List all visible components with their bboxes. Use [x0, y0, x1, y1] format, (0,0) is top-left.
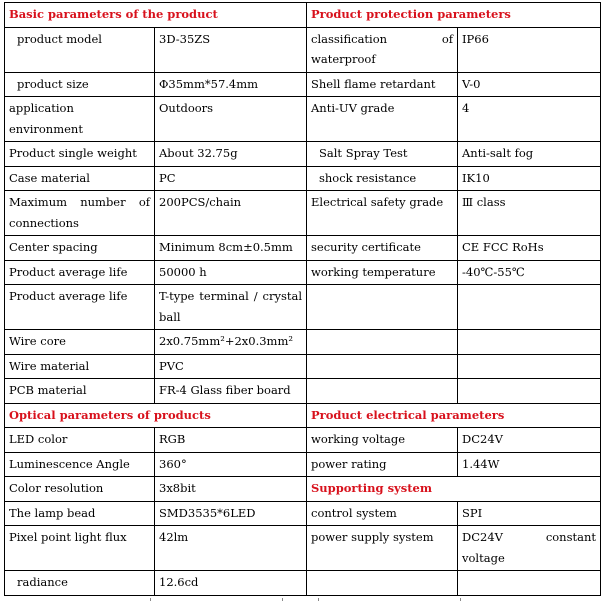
- spec-table: [4, 2, 601, 596]
- param-label: working temperature: [307, 260, 458, 285]
- header-basic: Basic parameters of the product: [5, 3, 307, 28]
- param-value: 3x8bit: [155, 477, 307, 502]
- param-value: 1.44W: [458, 452, 601, 477]
- param-value: DC24V constant voltage: [458, 526, 601, 571]
- table-row: [5, 526, 601, 571]
- param-value: RGB: [155, 428, 307, 453]
- param-value: IK10: [458, 166, 601, 191]
- param-value: About 32.75g: [155, 142, 307, 167]
- param-value: Outdoors: [155, 97, 307, 142]
- param-label: product size: [5, 72, 155, 97]
- param-label: control system: [307, 501, 458, 526]
- param-label: radiance: [5, 571, 155, 596]
- param-value: Ⅲ class: [458, 191, 601, 236]
- param-label: Center spacing: [5, 236, 155, 261]
- edge-mark: [460, 598, 461, 601]
- table-row: [5, 477, 601, 502]
- param-label: The lamp bead: [5, 501, 155, 526]
- param-label: power supply system: [307, 526, 458, 571]
- param-value: DC24V: [458, 428, 601, 453]
- table-row: [5, 166, 601, 191]
- param-value: 50000 h: [155, 260, 307, 285]
- param-value: CE FCC RoHs: [458, 236, 601, 261]
- empty-cell: [458, 354, 601, 379]
- empty-cell: [307, 571, 458, 596]
- param-label: Electrical safety grade: [307, 191, 458, 236]
- table-row: [5, 452, 601, 477]
- param-value: -40℃-55℃: [458, 260, 601, 285]
- param-label: Salt Spray Test: [307, 142, 458, 167]
- param-value: PC: [155, 166, 307, 191]
- header-optical: Optical parameters of products: [5, 403, 307, 428]
- param-value: IP66: [458, 27, 601, 72]
- table-row: [5, 379, 601, 404]
- edge-mark: [282, 598, 283, 601]
- param-value: 3D-35ZS: [155, 27, 307, 72]
- table-row: [5, 501, 601, 526]
- empty-cell: [307, 354, 458, 379]
- param-label: Anti-UV grade: [307, 97, 458, 142]
- param-label: LED color: [5, 428, 155, 453]
- param-value: 42lm: [155, 526, 307, 571]
- param-label: Product average life: [5, 260, 155, 285]
- param-label: Luminescence Angle: [5, 452, 155, 477]
- param-label: Pixel point light flux: [5, 526, 155, 571]
- page-edge-marks: [0, 598, 603, 602]
- param-label: classification of waterproof: [307, 27, 458, 72]
- table-row: [5, 330, 601, 355]
- param-value: Φ35mm*57.4mm: [155, 72, 307, 97]
- empty-cell: [458, 571, 601, 596]
- edge-mark: [318, 598, 319, 601]
- param-value: SPI: [458, 501, 601, 526]
- param-value: T-type terminal / crystal ball: [155, 285, 307, 330]
- table-row: [5, 236, 601, 261]
- param-value: 2x0.75mm²+2x0.3mm²: [155, 330, 307, 355]
- param-value: 4: [458, 97, 601, 142]
- empty-cell: [307, 285, 458, 330]
- param-value: 200PCS/chain: [155, 191, 307, 236]
- table-row: [5, 72, 601, 97]
- header-supporting: Supporting system: [307, 477, 601, 502]
- header-row: [5, 3, 601, 28]
- spec-sheet: [4, 2, 600, 596]
- param-label: application environment: [5, 97, 155, 142]
- param-value: FR-4 Glass fiber board: [155, 379, 307, 404]
- param-label: Color resolution: [5, 477, 155, 502]
- header-electrical: Product electrical parameters: [307, 403, 601, 428]
- empty-cell: [458, 330, 601, 355]
- table-row: [5, 97, 601, 142]
- param-label: Case material: [5, 166, 155, 191]
- param-value: Anti-salt fog: [458, 142, 601, 167]
- empty-cell: [458, 379, 601, 404]
- table-row: [5, 260, 601, 285]
- table-row: [5, 428, 601, 453]
- param-label: Product single weight: [5, 142, 155, 167]
- param-label: Product average life: [5, 285, 155, 330]
- param-value: Minimum 8cm±0.5mm: [155, 236, 307, 261]
- param-label: Shell flame retardant: [307, 72, 458, 97]
- header-row: [5, 403, 601, 428]
- table-row: [5, 354, 601, 379]
- edge-mark: [150, 598, 151, 601]
- empty-cell: [307, 379, 458, 404]
- param-value: 360°: [155, 452, 307, 477]
- param-value: PVC: [155, 354, 307, 379]
- param-label: working voltage: [307, 428, 458, 453]
- param-value: V-0: [458, 72, 601, 97]
- param-label: product model: [5, 27, 155, 72]
- header-protection: Product protection parameters: [307, 3, 601, 28]
- empty-cell: [458, 285, 601, 330]
- param-label: Maximum number of connections: [5, 191, 155, 236]
- param-label: Wire material: [5, 354, 155, 379]
- param-label: power rating: [307, 452, 458, 477]
- table-row: [5, 27, 601, 72]
- table-row: [5, 571, 601, 596]
- param-label: Wire core: [5, 330, 155, 355]
- table-row: [5, 285, 601, 330]
- empty-cell: [307, 330, 458, 355]
- param-label: security certificate: [307, 236, 458, 261]
- table-row: [5, 142, 601, 167]
- table-row: [5, 191, 601, 236]
- param-label: PCB material: [5, 379, 155, 404]
- param-value: SMD3535*6LED: [155, 501, 307, 526]
- param-label: shock resistance: [307, 166, 458, 191]
- param-value: 12.6cd: [155, 571, 307, 596]
